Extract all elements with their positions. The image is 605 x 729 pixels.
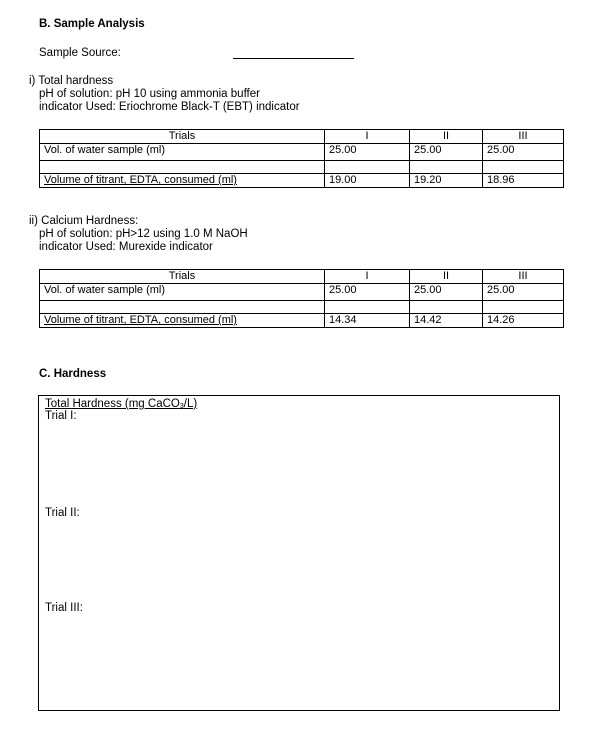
row-label: Volume of titrant, EDTA, consumed (ml) — [40, 314, 325, 328]
cell-value: 25.00 — [325, 284, 410, 301]
table-row — [40, 314, 564, 328]
total-hardness-table — [39, 129, 564, 188]
header-trials: Trials — [40, 130, 325, 144]
header-trial-2: II — [410, 270, 483, 284]
calcium-hardness-ph: pH of solution: pH>12 using 1.0 M NaOH — [39, 228, 248, 240]
table-header-row — [40, 270, 564, 284]
cell-value: 25.00 — [410, 284, 483, 301]
calcium-hardness-indicator: indicator Used: Murexide indicator — [39, 241, 213, 253]
cell-value: 25.00 — [325, 144, 410, 161]
cell-value: 25.00 — [483, 284, 564, 301]
cell-value: 14.34 — [325, 314, 410, 328]
trial-1-label: Trial I: — [45, 410, 77, 422]
trial-2-label: Trial II: — [45, 507, 80, 519]
sample-source-blank[interactable] — [233, 58, 354, 59]
row-label: Vol. of water sample (ml) — [40, 284, 325, 301]
hardness-answer-box[interactable] — [38, 395, 560, 711]
cell-value: 25.00 — [483, 144, 564, 161]
header-trials: Trials — [40, 270, 325, 284]
sample-source-label: Sample Source: — [39, 47, 121, 59]
total-hardness-ph: pH of solution: pH 10 using ammonia buffer — [39, 88, 260, 100]
table-row — [40, 174, 564, 188]
total-hardness-box-title: Total Hardness (mg CaCO$_3$/L) — [45, 398, 198, 410]
calcium-hardness-title: ii) Calcium Hardness: — [29, 215, 139, 227]
trial-3-label: Trial III: — [45, 602, 83, 614]
header-trial-1: I — [325, 270, 410, 284]
row-label: Vol. of water sample (ml) — [40, 144, 325, 161]
header-trial-3: III — [483, 130, 564, 144]
table-header-row — [40, 130, 564, 144]
section-c-heading: C. Hardness — [39, 368, 107, 380]
calcium-hardness-table — [39, 269, 564, 328]
cell-value: 14.26 — [483, 314, 564, 328]
cell-value: 19.00 — [325, 174, 410, 188]
cell-value: 14.42 — [410, 314, 483, 328]
header-trial-2: II — [410, 130, 483, 144]
cell-value: 19.20 — [410, 174, 483, 188]
cell-value: 25.00 — [410, 144, 483, 161]
row-label: Volume of titrant, EDTA, consumed (ml) — [40, 174, 325, 188]
header-trial-3: III — [483, 270, 564, 284]
table-row — [40, 284, 564, 301]
total-hardness-title: i) Total hardness — [29, 75, 114, 87]
section-b-heading: B. Sample Analysis — [39, 18, 145, 30]
table-row — [40, 144, 564, 161]
header-trial-1: I — [325, 130, 410, 144]
total-hardness-indicator: indicator Used: Eriochrome Black-T (EBT) indicator — [39, 101, 300, 113]
cell-value: 18.96 — [483, 174, 564, 188]
